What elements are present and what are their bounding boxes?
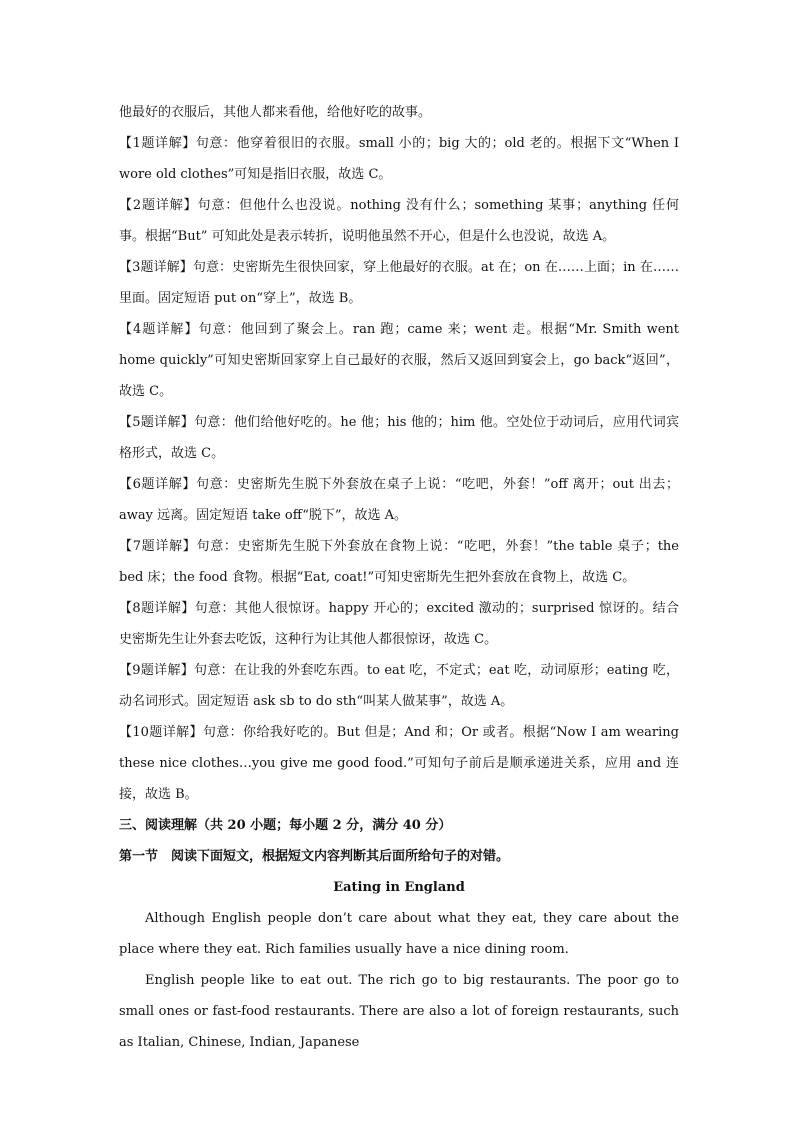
explanation-4: 【4题详解】句意：他回到了聚会上。ran 跑；came 来；went 走。根据“Mr. Smith went home quickly”可知史密斯回家穿上自己最好的衣服，然后又返回到宴会上，go back“返回”，故选 C。 [119,322,679,399]
document-body [119,97,679,1058]
explanation-10: 【10题详解】句意：你给我好吃的。But 但是；And 和；Or 或者。根据“Now I am wearing these nice clothes…you give me good food.”可知句子前后是顺承递进关系，应用 and 连接，故选 B。 [119,725,679,802]
explanation-2: 【2题详解】句意：但他什么也没说。nothing 没有什么；something 某事；anything 任何事。根据“But” 可知此处是表示转折，说明他虽然不开心，但是什么也没说，故选 A。 [119,198,679,244]
intro-line: 他最好的衣服后，其他人都来看他，给他好吃的故事。 [119,105,432,120]
section-heading: 三、阅读理解（共 20 小题；每小题 2 分，满分 40 分） [119,818,452,833]
explanation-1: 【1题详解】句意：他穿着很旧的衣服。small 小的；big 大的；old 老的。根据下文“When I wore old clothes”可知是指旧衣服，故选 C。 [119,136,679,182]
passage-paragraph-1: Although English people don’t care about what they eat, they care about the place where they eat. Rich families usually have a nice dining room. [119,911,679,957]
explanation-7: 【7题详解】句意：史密斯先生脱下外套放在食物上说：“吃吧，外套！”the table 桌子；the bed 床；the food 食物。根据“Eat, coat!”可知史密斯先生把外套放在食物上，故选 C。 [119,539,679,585]
explanation-6: 【6题详解】句意：史密斯先生脱下外套放在桌子上说：“吃吧，外套！”off 离开；out 出去；away 远离。固定短语 take off“脱下”，故选 A。 [119,477,679,523]
passage-title: Eating in England [333,880,465,895]
explanation-8: 【8题详解】句意：其他人很惊讶。happy 开心的；excited 激动的；surprised 惊讶的。结合史密斯先生让外套去吃饭，这种行为让其他人都很惊讶，故选 C。 [119,601,679,647]
passage-paragraph-2: English people like to eat out. The rich go to big restaurants. The poor go to small ones or fast-food restaurants. There are also a lot of foreign restaurants, such as Italian, Chinese, Indian, Japanese [119,973,679,1050]
explanation-3: 【3题详解】句意：史密斯先生很快回家，穿上他最好的衣服。at 在；on 在……上面；in 在……里面。固定短语 put on“穿上”，故选 B。 [119,260,679,306]
subsection-heading: 第一节 阅读下面短文，根据短文内容判断其后面所给句子的对错。 [119,849,510,864]
explanation-5: 【5题详解】句意：他们给他好吃的。he 他；his 他的；him 他。空处位于动词后，应用代词宾格形式，故选 C。 [119,415,679,461]
explanation-9: 【9题详解】句意：在让我的外套吃东西。to eat 吃，不定式；eat 吃，动词原形；eating 吃，动名词形式。固定短语 ask sb to do sth“叫某人做某事”，故选 A。 [119,663,679,709]
